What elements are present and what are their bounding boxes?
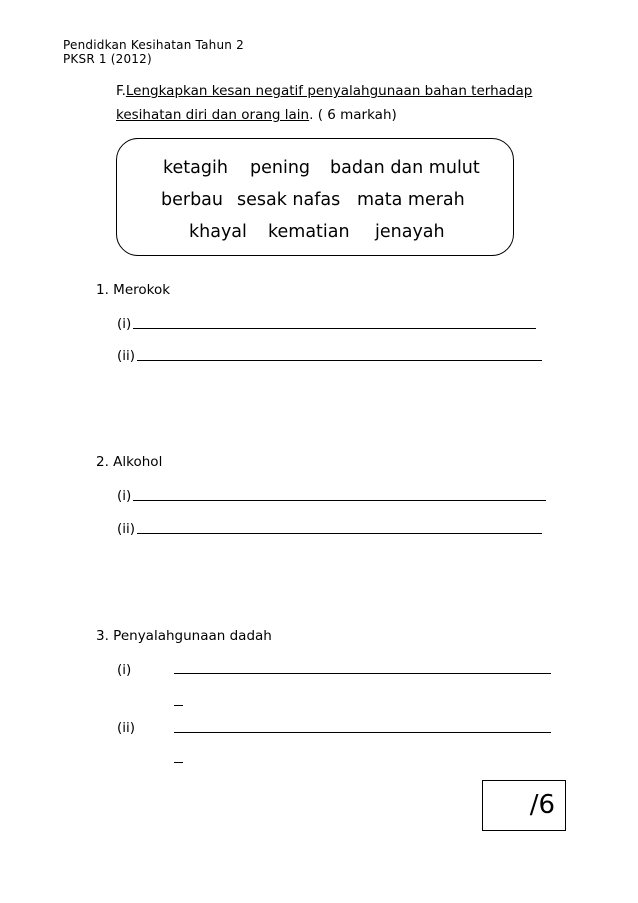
answer-label: (ii) [117,348,136,364]
answer-line[interactable] [137,360,542,361]
subject-header: Pendidkan Kesihatan Tahun 2 [63,38,244,52]
question-prefix: F. [116,83,126,99]
item-label-merokok: 1. Merokok [96,282,171,298]
word-bank-item: ketagih [163,158,228,178]
answer-line[interactable] [137,533,542,534]
word-bank-item: kematian [268,222,350,242]
answer-label: (i) [117,488,132,504]
answer-line-continuation [174,705,183,706]
word-bank-item: berbau [161,190,223,210]
item-label-penyalahgunaan-dadah: 3. Penyalahgunaan dadah [96,628,272,644]
question-text-underlined: kesihatan diri dan orang lain [116,107,310,123]
answer-label: (ii) [117,521,136,537]
word-bank-item: pening [250,158,311,178]
question-instruction-line1 [116,82,532,100]
answer-label: (ii) [117,720,136,736]
assessment-header: PKSR 1 (2012) [63,52,152,66]
score-text: /6 [529,790,555,820]
question-text-line1: Lengkapkan kesan negatif penyalahgunaan bahan terhadap [125,83,533,99]
answer-line[interactable] [174,732,551,733]
score-box [482,780,566,831]
answer-line[interactable] [133,500,546,501]
answer-line-continuation [174,762,183,763]
word-bank-item: sesak nafas [237,190,341,210]
question-marks: . ( 6 markah) [309,107,397,123]
word-bank-item: jenayah [375,222,445,242]
word-bank-item: khayal [189,222,247,242]
question-instruction-line2 [116,106,397,124]
item-label-alkohol: 2. Alkohol [96,454,163,470]
answer-label: (i) [117,662,132,678]
word-bank-item: mata merah [357,190,465,210]
answer-line[interactable] [174,673,551,674]
answer-line[interactable] [133,328,536,329]
answer-label: (i) [117,316,132,332]
word-bank-item: badan dan mulut [330,158,480,178]
